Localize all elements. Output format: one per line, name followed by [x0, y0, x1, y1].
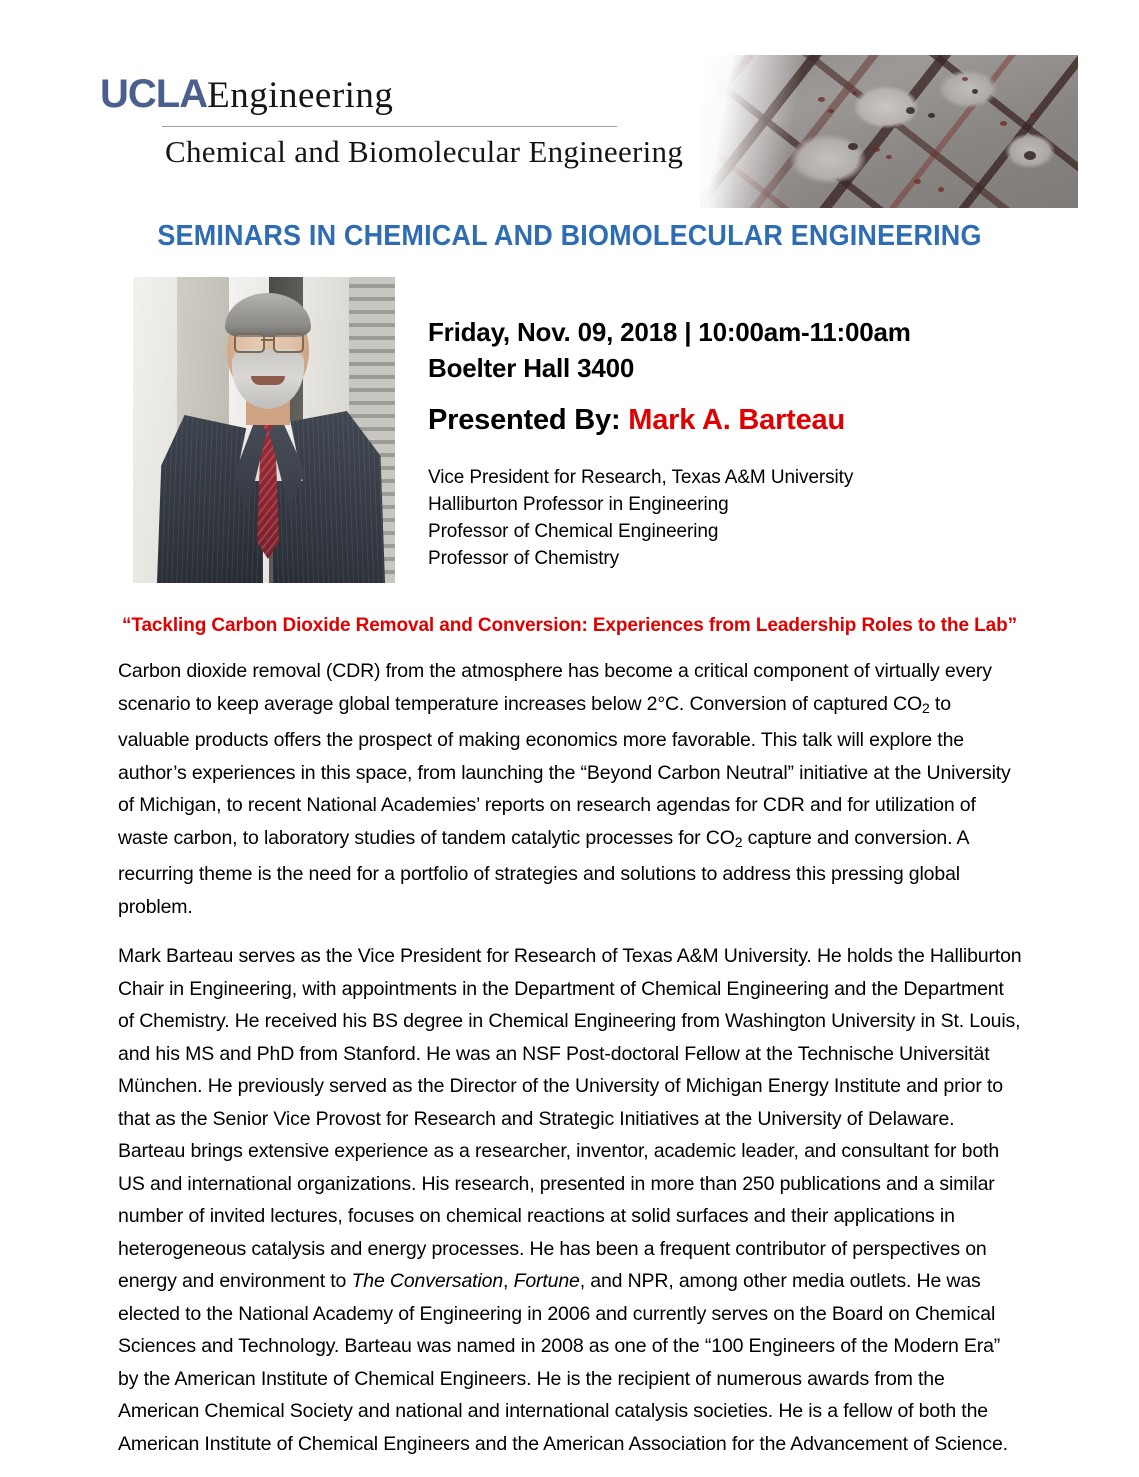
banner-speck [852, 91, 857, 95]
ucla-engineering-logo [100, 72, 684, 169]
photo-eyeglasses-bridge [261, 339, 273, 341]
banner-nucleus [972, 89, 978, 94]
abstract-text-part2: to valuable products offers the prospect of making economics more favorable. This talk will explore the author’s experiences in this space, from launching the “Beyond Carbon Neutral” initiative at the University of Michigan, to recent National Academies’ reports on research agendas for CDR and for utilization of waste carbon, to laboratory studies of tandem catalytic processes for CO [118, 692, 1011, 849]
affiliation-line: Professor of Chemical Engineering [428, 521, 719, 542]
event-details [428, 314, 1048, 437]
affiliation-line: Halliburton Professor in Engineering [428, 494, 729, 515]
abstract-paragraph [118, 655, 1024, 923]
page-header [0, 0, 1139, 212]
talk-title: “Tackling Carbon Dioxide Removal and Conversion: Experiences from Leadership Roles to the Lab” [121, 615, 1018, 636]
ucla-wordmark: UCLA [100, 72, 208, 116]
affiliation-line: Vice President for Research, Texas A&M University [428, 467, 854, 488]
photo-eyeglasses-right-lens [273, 333, 304, 353]
event-date-time: Friday, Nov. 09, 2018 | 10:00am-11:00am [428, 317, 911, 347]
speaker-name: Mark A. Barteau [628, 404, 846, 436]
bio-text-part3: , and NPR, among other media outlets. He was elected to the National Academy of Engineering in 2006 and currently serves on the Board on Chemical Sciences and Technology. Barteau was named in 2008 as one of the “100 Engineers of the Modern Era” by the American Institute of Chemical Engineers. He is the recipient of numerous awards from the American Chemical Society and national and international catalysis societies. He is a fellow of both the American Institute of Chemical Engineers and the American Association for the Advancement of Science. [118, 1270, 1008, 1455]
biography-paragraph [118, 940, 1024, 1460]
photo-eyeglasses-left-lens [234, 333, 265, 353]
logo-divider-rule [162, 126, 617, 127]
banner-speck [938, 187, 944, 192]
abstract-subscript-1: 2 [922, 699, 930, 716]
logo-primary-line [100, 72, 660, 118]
bio-publication-fortune: Fortune [513, 1270, 580, 1293]
banner-speck [1000, 121, 1007, 126]
photo-mouth [251, 376, 285, 385]
banner-nucleus [928, 113, 935, 118]
banner-speck [886, 155, 892, 159]
banner-nucleus [906, 107, 915, 114]
abstract-subscript-2: 2 [734, 833, 743, 850]
banner-speck [828, 109, 834, 113]
bio-text-part2: , [503, 1270, 514, 1293]
banner-nucleus [848, 143, 858, 150]
presented-by-row [428, 404, 1048, 437]
seminar-series-title: SEMINARS IN CHEMICAL AND BIOMOLECULAR ENGINEERING [157, 220, 982, 252]
department-name: Chemical and Biomolecular Engineering [165, 134, 684, 169]
speaker-photo [133, 277, 395, 583]
banner-speck [1030, 113, 1036, 118]
engineering-wordmark: Engineering [207, 75, 394, 116]
presented-by-label: Presented By: [428, 404, 629, 436]
banner-speck [872, 147, 880, 152]
banner-speck [818, 97, 825, 102]
abstract-text-part3: capture and conversion. A recurring theme is the need for a portfolio of strategies and solutions to address this pressing global problem. [118, 826, 969, 918]
banner-speck [962, 77, 968, 81]
seminar-body [118, 655, 1024, 1477]
bio-text-part1: Mark Barteau serves as the Vice President for Research of Texas A&M University. He holds the Halliburton Chair in Engineering, with appointments in the Department of Chemical Engineering and the Department of Chemistry. He received his BS degree in Chemical Engineering from Washington University in St. Louis, and his MS and PhD from Stanford. He was an NSF Post-doctoral Fellow at the Technische Universität München. He previously served as the Director of the University of Michigan Energy Institute and prior to that as the Senior Vice Provost for Research and Strategic Initiatives at the University of Delaware. Barteau brings extensive experience as a researcher, inventor, academic leader, and consultant for both US and international organizations. His research, presented in more than 250 publications and a similar number of invited lectures, focuses on chemical reactions at solid surfaces and their applications in heterogeneous catalysis and energy processes. He has been a frequent contributor of perspectives on energy and environment to [118, 945, 1022, 1293]
abstract-text-part1: Carbon dioxide removal (CDR) from the atmosphere has become a critical component of virtually every scenario to keep average global temperature increases below 2°C. Conversion of captured CO [118, 660, 992, 715]
affiliation-line: Professor of Chemistry [428, 548, 620, 569]
bio-publication-the-conversation: The Conversation [351, 1270, 504, 1293]
banner-nucleus [1024, 151, 1036, 160]
speaker-affiliations [428, 464, 1048, 572]
banner-speck [914, 179, 921, 184]
microscopy-banner-image [700, 55, 1078, 208]
event-location: Boelter Hall 3400 [428, 353, 635, 383]
